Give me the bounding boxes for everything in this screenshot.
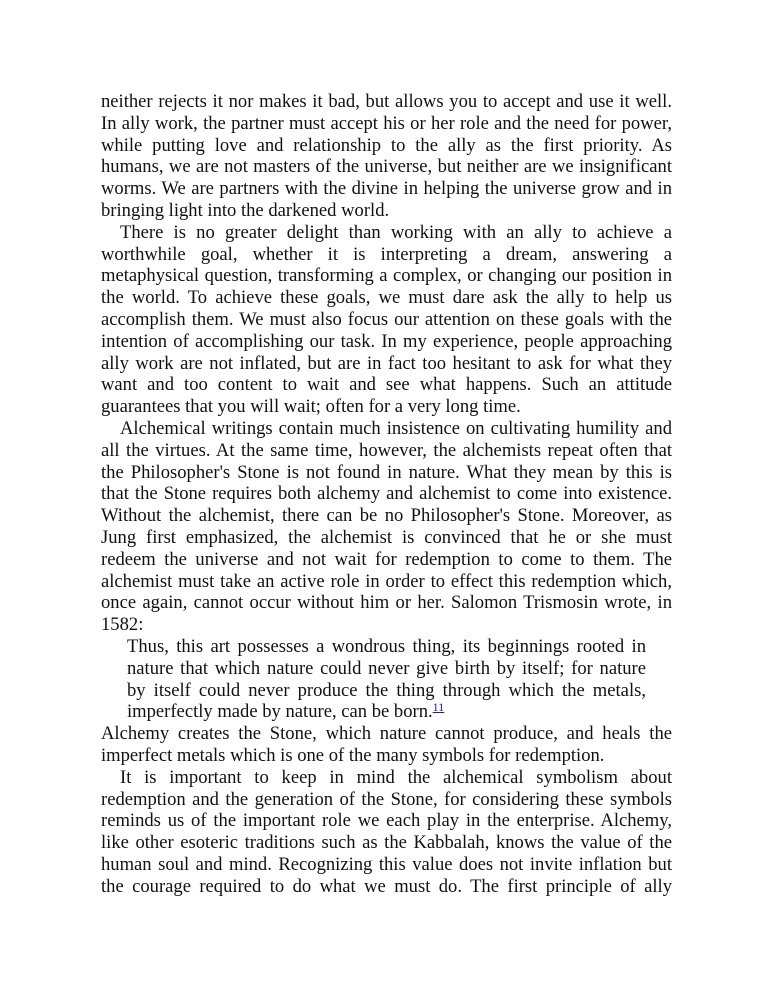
- paragraph-alchemical-writings: Alchemical writings contain much insistence on cultivating humility and all the virtues. At the same time, however, the alchemists repeat often that the Philosopher's Stone is not found in nature. What they mean by this is that the Stone requires both alchemy and alchemist to come into existence. Without the alchemist, there can be no Philosopher's Stone. Moreover, as Jung first emphasized, the alchemist is convinced that he or she must redeem the universe and not wait for redemption to come to them. The alchemist must take an active role in order to effect this redemption which, once again, cannot occur without him or her. Salomon Trismosin wrote, in 1582:: [101, 417, 672, 636]
- body-text: [101, 91, 672, 897]
- paragraph-after-quote: Alchemy creates the Stone, which nature cannot produce, and heals the imperfect metals which is one of the many symbols for redemption.: [101, 723, 672, 766]
- quote-text: Thus, this art possesses a wondrous thing, its beginnings rooted in nature that which nature could never give birth by itself; for nature by itself could never produce the thing through which the metals, imperfectly made by nature, can be born.: [127, 635, 646, 723]
- footnote-link-11[interactable]: 11: [432, 700, 445, 715]
- paragraph-alchemical-symbolism: It is important to keep in mind the alchemical symbolism about redemption and the generation of the Stone, for considering these symbols reminds us of the important role we each play in the enterprise. Alchemy, like other esoteric traditions such as the Kabbalah, knows the value of the human soul and mind. Recognizing this value does not invite inflation but the courage required to do what we must do. The first principle of ally: [101, 766, 672, 897]
- paragraph-ally-goal: There is no greater delight than working with an ally to achieve a worthwhile goal, whether it is interpreting a dream, answering a metaphysical question, transforming a complex, or changing our position in the world. To achieve these goals, we must dare ask the ally to help us accomplish them. We must also focus our attention on these goals with the intention of accomplishing our task. In my experience, people approaching ally work are not inflated, but are in fact too hesitant to ask for what they want and too content to wait and see what happens. Such an attitude guarantees that you will wait; often for a very long time.: [101, 221, 672, 418]
- paragraph-continuation: neither rejects it nor makes it bad, but allows you to accept and use it well. In ally work, the partner must accept his or her role and the need for power, while putting love and relationship to the ally as the first priority. As humans, we are not masters of the universe, but neither are we insignificant worms. We are partners with the divine in helping the universe grow and in bringing light into the darkened world.: [101, 91, 672, 221]
- block-quote-trismosin: [127, 636, 646, 723]
